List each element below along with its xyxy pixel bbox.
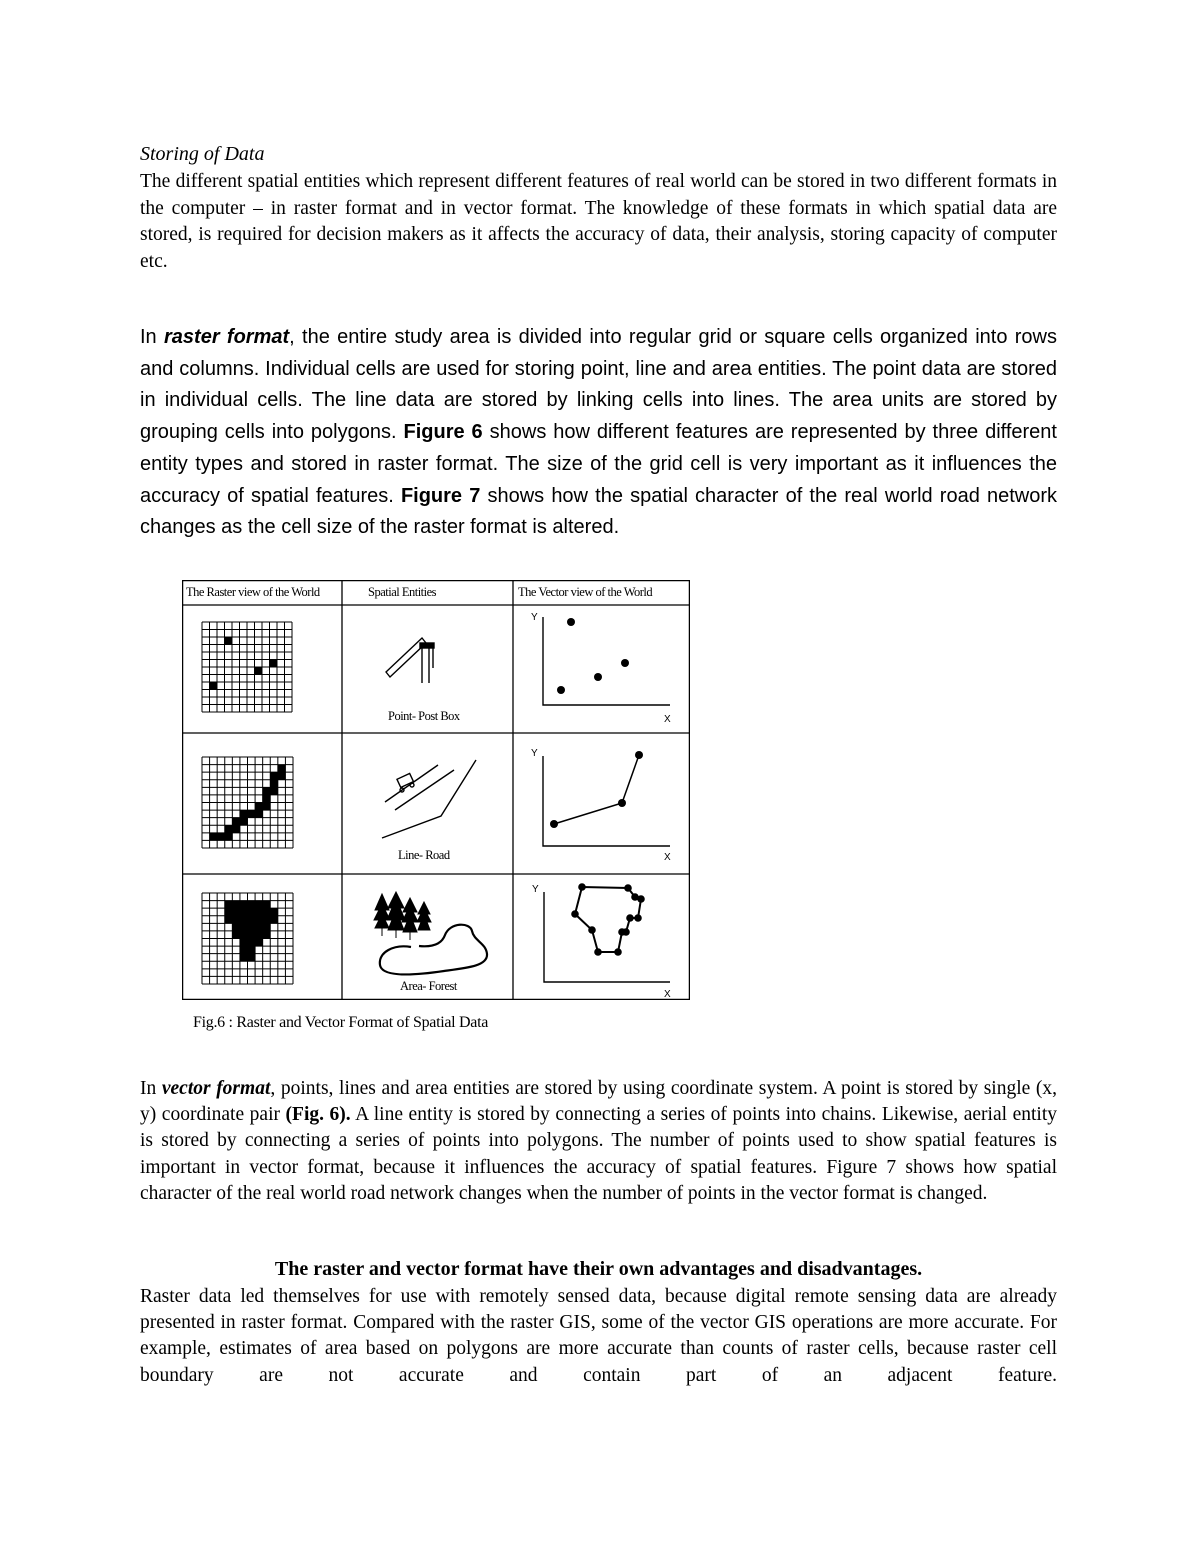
figure-reference: Figure 7 <box>400 484 481 507</box>
figure-reference: (Fig. 6). <box>285 1104 351 1126</box>
text-run: In <box>140 326 164 348</box>
entity-label-line: Line- Road <box>398 848 450 862</box>
text-run: In <box>140 1078 162 1099</box>
entity-label-point: Point- Post Box <box>388 709 460 723</box>
text-run: shows how the spatial character of the real world road network changes as the cell size of the raster format is altered. <box>140 484 1057 539</box>
text-run: A line entity is stored by connecting a series of points into chains. Likewise, aerial entity is stored by connecting a series of points into polygons. The number of points used to show spatial features is important in vector format, because it influences the accuracy of spatial features. Figure 7 shows how spatial character of the real world road network changes when the number of points in the vector format is changed. <box>140 1104 1057 1204</box>
forest-icon <box>374 892 431 940</box>
header-vector-view: The Vector view of the World <box>518 585 653 599</box>
vector-line <box>550 751 643 828</box>
axis-label-y: Y <box>532 884 539 895</box>
text-run: , the entire study area is divided into regular grid or square cells organized into rows and columns. Individual cells are used for storing point, line and area entities. The point data are stored in individual cells. The line data are stored by linking cells into lines. The area units are stored by grouping cells into polygons. <box>140 326 1057 444</box>
text-run: shows how different features are represented by three different entity types and stored in raster format. The size of the grid cell is very important as it influences the accuracy of spatial features. <box>140 421 1057 507</box>
figure-reference: Figure 6 <box>403 421 483 444</box>
text-run: , points, lines and area entities are stored by using coordinate system. A point is stored by single (x, y) coordinate pair <box>140 1078 1057 1126</box>
vector-polygon <box>571 883 645 956</box>
raster-grid-line <box>202 757 293 848</box>
axis-label-x: X <box>664 714 671 725</box>
paragraph-intro: The different spatial entities which represent different features of real world can be stored in two different formats in the computer – in raster format and in vector format. The knowledge of these formats in which spatial data are stored, is required for decision makers as it affects the accuracy of data, their analysis, storing capacity of computer etc. <box>140 171 1057 272</box>
header-spatial-entities: Spatial Entities <box>368 585 437 599</box>
paragraph-advantages: Raster data led themselves for use with remotely sensed data, because digital remote sensing data are already presented in raster format. Compared with the raster GIS, some of the vector GIS operations are more accurate. For example, estimates of area based on polygons are more accurate than counts of raster cells, because raster cell boundary are not accurate and contain part of an adjacent feature. <box>140 1286 1057 1386</box>
axis-label-y: Y <box>531 612 538 623</box>
entity-label-area: Area- Forest <box>400 979 457 993</box>
post-box-icon <box>386 638 434 683</box>
paragraph-raster-format <box>140 322 1057 544</box>
vector-axes <box>543 617 670 982</box>
axis-label-x: X <box>664 989 671 1000</box>
header-raster-view: The Raster view of the World <box>186 585 320 599</box>
paragraph-vector-format <box>140 1076 1057 1207</box>
raster-grid-area <box>202 893 293 984</box>
emphasis-raster-format: raster format <box>164 326 290 348</box>
axis-label-x: X <box>664 852 671 863</box>
figure-raster-vector <box>182 580 690 1000</box>
vector-points <box>557 618 629 694</box>
road-icon <box>382 760 476 838</box>
raster-grid-point <box>202 622 292 712</box>
vector-axis-labels <box>531 612 671 1000</box>
advantages-heading: The raster and vector format have their own advantages and disadvantages. <box>274 1258 923 1280</box>
emphasis-vector-format: vector format <box>161 1078 271 1099</box>
axis-label-y: Y <box>531 748 538 759</box>
section-heading: Storing of Data <box>140 143 265 165</box>
figure-caption: Fig.6 : Raster and Vector Format of Spatial Data <box>193 1014 489 1031</box>
